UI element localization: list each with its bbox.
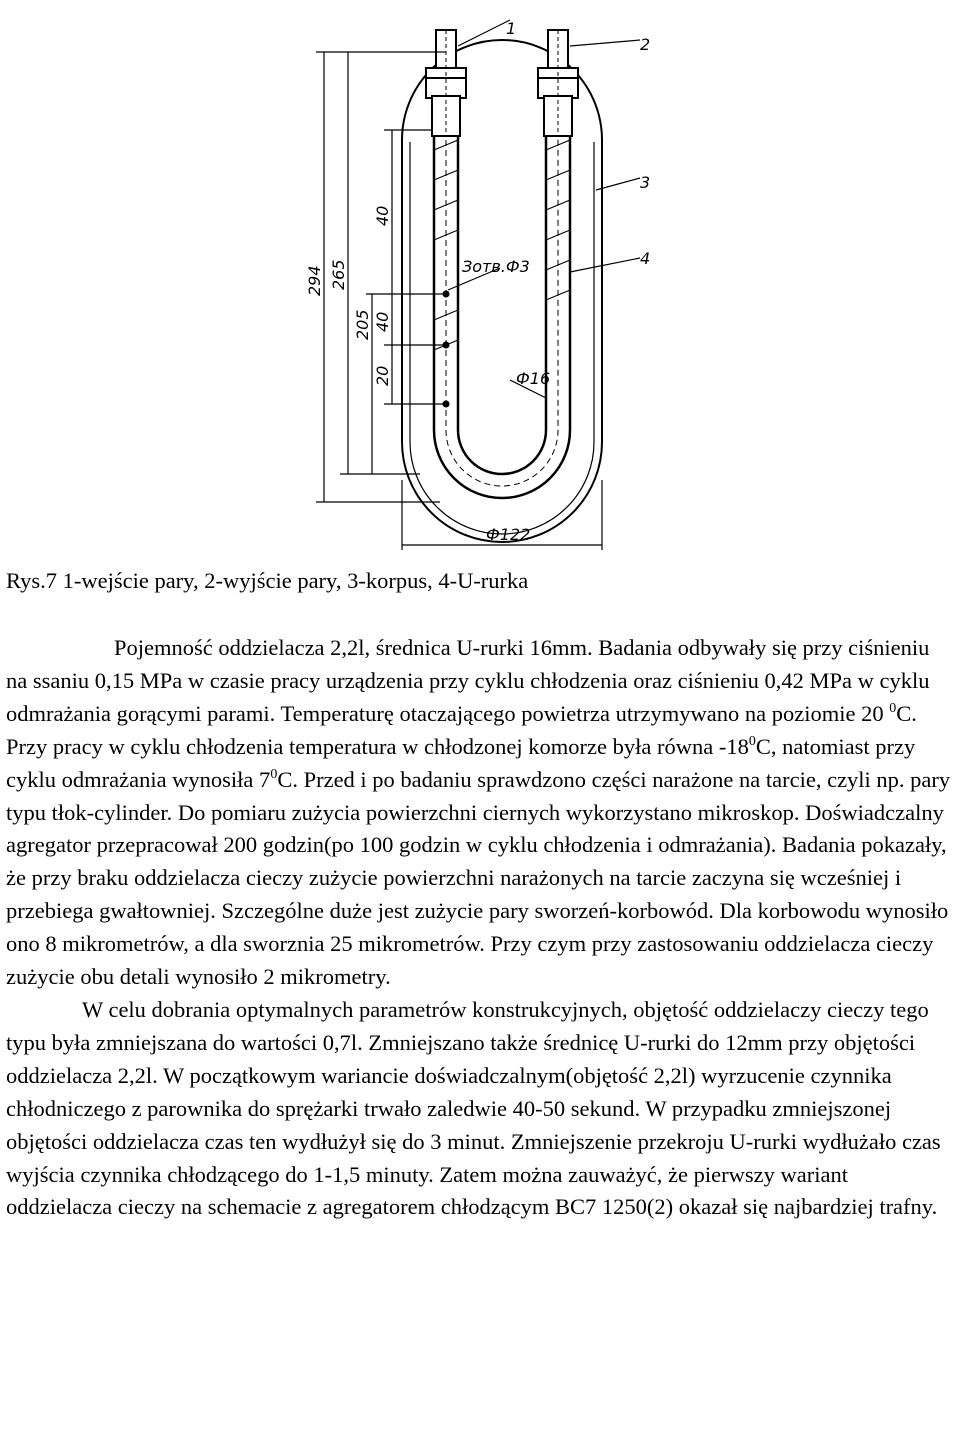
label-part-3: 3 [640, 173, 651, 192]
degree-sup-1: 0 [889, 700, 897, 716]
u-tube-inner [458, 120, 546, 474]
label-hole: Зотв.Ф3 [462, 257, 530, 276]
label-dim-265: 265 [329, 259, 348, 290]
degree-sup-3: 0 [270, 766, 278, 782]
figure-caption: Rys.7 1-wejście pary, 2-wyjście pary, 3-korpus, 4-U-rurka [6, 568, 529, 593]
paragraph-1-part-2: C. Przy pracy w cyklu chłodzenia temperatura w chłodzonej komorze była równa -18 [6, 700, 917, 759]
separator-technical-drawing [290, 0, 670, 550]
label-dim-40-top: 40 [373, 205, 392, 226]
paragraph-1 [6, 632, 956, 994]
label-dim-20: 20 [373, 365, 392, 386]
label-dim-294: 294 [305, 265, 324, 296]
label-tube-diameter: Ф16 [516, 369, 551, 388]
drawing-svg [290, 0, 670, 550]
paragraph-2: W celu dobrania optymalnych parametrów konstrukcyjnych, objętość oddzielaczy cieczy tego typu była zmniejszana do wartości 0,7l. Zmniejszano także średnicę U-rurki do 12mm przy objętości oddzielacza 2,2l. W początkowym wariancie doświadczalnym(objętość 2,2l) wyrzucenie czynnika chłodniczego z parownika do sprężarki trwało zaledwie 40-50 sekund. W przypadku zmniejszonej objętości oddzielacza czas ten wydłużył się do 3 minut. Zmniejszenie przekroju U-rurki wydłużało czas wyjścia czynnika chłodzącego do 1-1,5 minuty. Zatem można zauważyć, że pierwszy wariant oddzielacza cieczy na schemacie z agregatorem chłodzącym BC7 1250(2) okazał się najbardziej trafny. [6, 996, 941, 1220]
label-part-2: 2 [640, 35, 651, 54]
inlet-fitting [426, 30, 466, 136]
label-part-4: 4 [640, 249, 651, 268]
degree-sup-2: 0 [748, 733, 756, 749]
u-tube-outer [434, 110, 570, 498]
label-body-diameter: Ф122 [486, 525, 531, 544]
label-dim-205: 205 [353, 309, 372, 340]
paragraph-1-part-4: C. Przed i po badaniu sprawdzono części narażone na tarcie, czyli np. pary typu tłok-cylinder. Do pomiaru zużycia powierzchni ciernych wykorzystano mikroskop. Doświadczalny agregator przepracował 200 godzin(po 100 godzin w cyklu chłodzenia i odmrażania). Badania pokazały, że przy braku oddzielacza cieczy zużycie powierzchni narażonych na tarcie zaczyna się wcześniej i przebiega gwałtowniej. Szczególne duże jest zużycie pary sworzeń-korbowód. Dla korbowodu wynosiło ono 8 mikrometrów, a dla sworznia 25 mikrometrów. Przy czym przy zastosowaniu oddzielacza cieczy zużycie obu detali wynosiło 2 mikrometry. [6, 766, 951, 990]
body-text [6, 632, 956, 1224]
label-dim-40-mid: 40 [373, 311, 392, 332]
paragraph-1-part-3: C, natomiast przy cyklu odmrażania wynosiła 7 [6, 733, 916, 792]
label-part-1: 1 [506, 19, 517, 38]
paragraph-1-part-1: Pojemność oddzielacza 2,2l, średnica U-rurki 16mm. Badania odbywały się przy ciśnieniu na ssaniu 0,15 MPa w czasie pracy urządzenia przy cyklu chłodzenia oraz ciśnieniu 0,42 MPa w cyklu odmrażania gorącymi parami. Temperaturę otaczającego powietrza utrzymywano na poziomie 20 [6, 635, 930, 726]
